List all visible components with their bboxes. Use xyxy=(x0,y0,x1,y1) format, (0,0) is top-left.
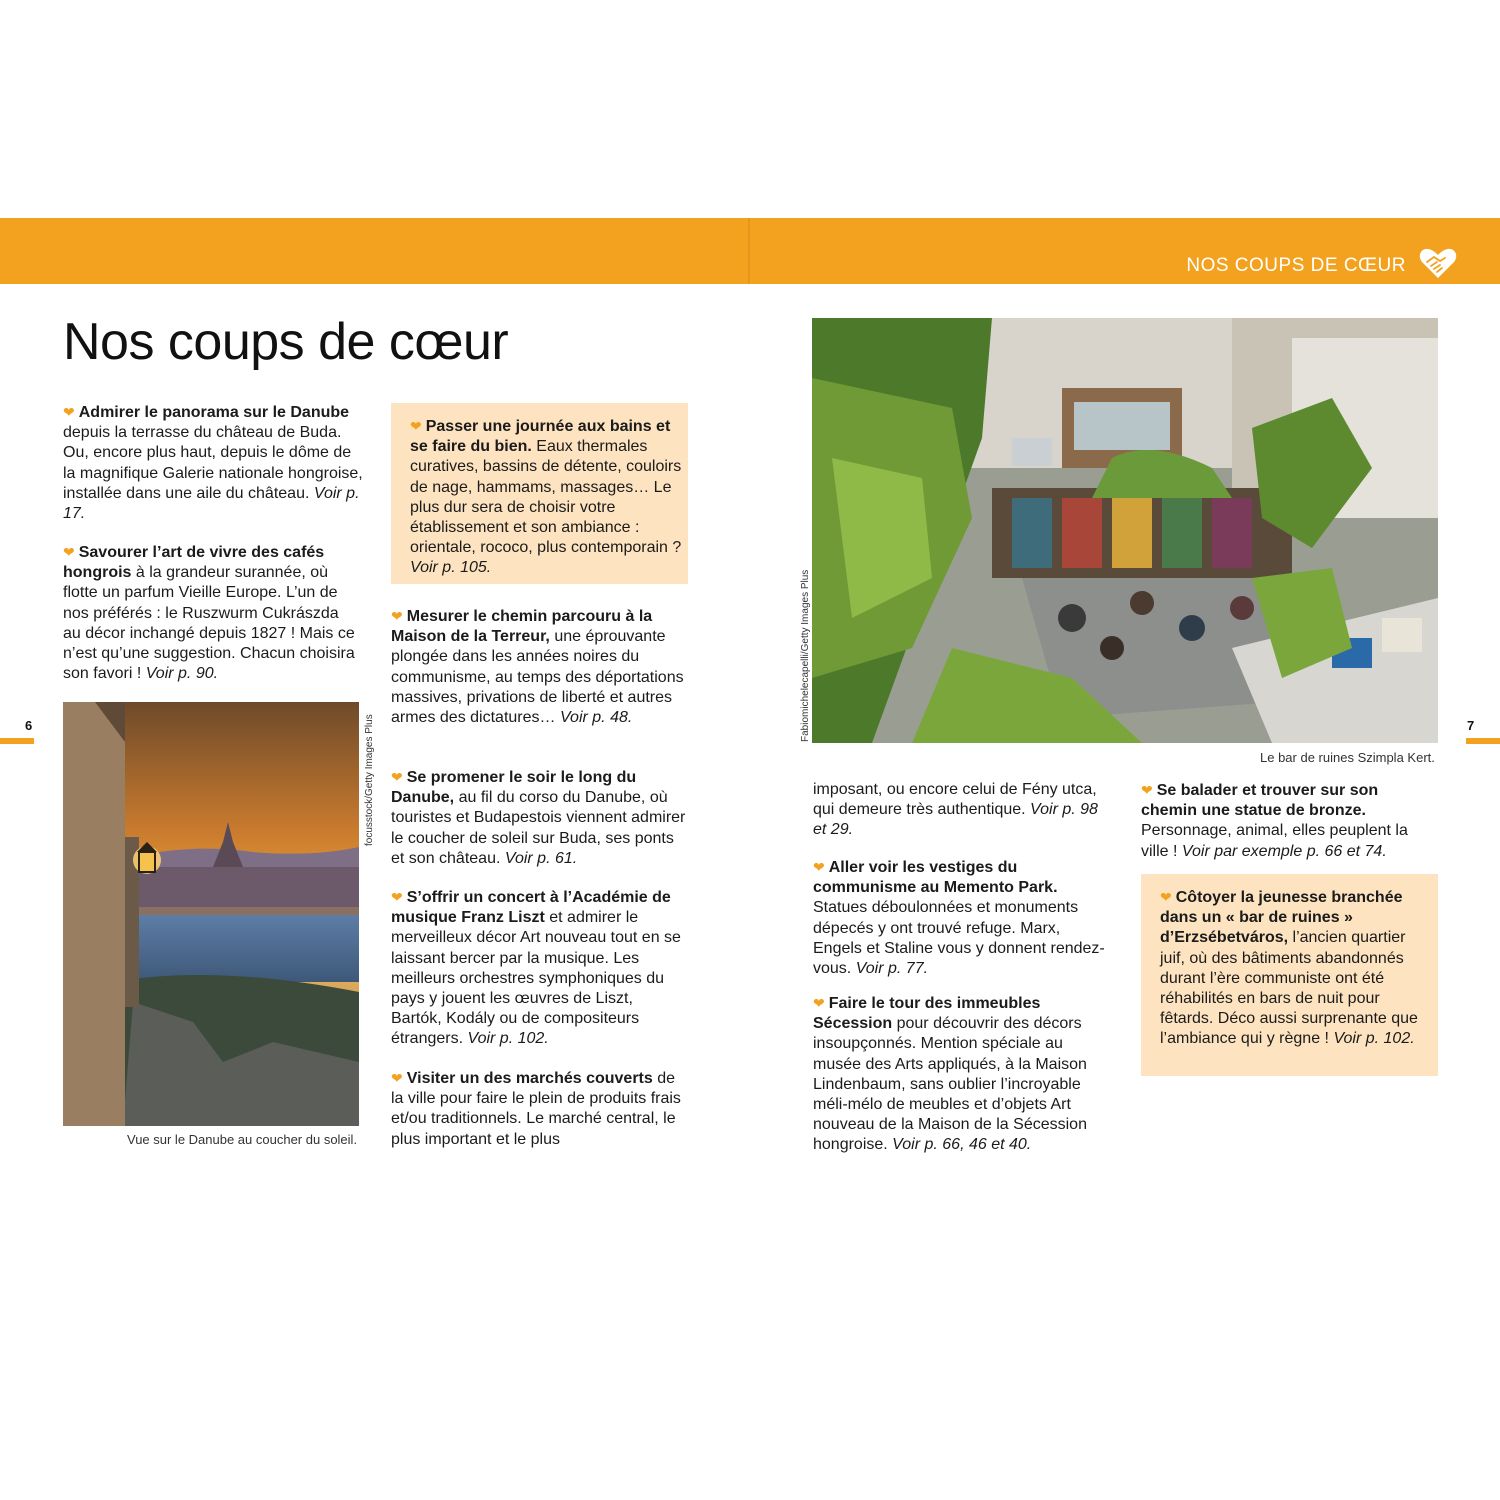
item-secession: ❤ Faire le tour des immeubles Sécession pour découvrir des décors insoupçonnés. Mention spéciale au musée des Arts appliqués, à la Maison Lindenbaum, sans oublier l’incroyable méli-mélo de meubles et d’objets Art nouveau de la Maison de la Sécession hongroise. Voir p. 66, 46 et 40. xyxy=(813,995,1087,1154)
danube-sunset-image xyxy=(63,702,359,1126)
item-bains: ❤ Passer une journée aux bains et se faire du bien. Eaux thermales curatives, bassins de détente, couloirs de nage, hammams, massages… Le plus dur sera de choisir votre établissement et son ambiance : orientale, rococo, plus contemporain ? Voir p. 105. xyxy=(410,418,682,577)
item-marches-continued: imposant, ou encore celui de Fény utca, qui demeure très authentique. Voir p. 98 et 29. xyxy=(813,781,1098,839)
heart-icon: ❤ xyxy=(1141,782,1153,798)
heart-icon: ❤ xyxy=(391,608,403,624)
photo-danube-sunset xyxy=(63,702,359,1126)
caption-szimpla: Le bar de ruines Szimpla Kert. xyxy=(1260,750,1435,765)
item-memento: ❤ Aller voir les vestiges du communisme au Memento Park. Statues déboulonnées et monuments dépecés y ont trouvé refuge. Marx, Engels et Staline vous y donnent rendez-vous. Voir p. 77. xyxy=(813,859,1105,978)
heart-icon: ❤ xyxy=(410,418,422,434)
heart-icon: ❤ xyxy=(63,544,75,560)
page-title: Nos coups de cœur xyxy=(63,313,509,371)
item-marches: ❤ Visiter un des marchés couverts de la ville pour faire le plein de produits frais et/ou traditionnels. Le marché central, le plus important et le plus xyxy=(391,1070,681,1148)
item-promener: ❤ Se promener le soir le long du Danube, au fil du corso du Danube, où touristes et Budapestois viennent admirer le coucher de soleil sur Buda, ses ponts et son château. Voir p. 61. xyxy=(391,769,686,867)
item-ruines: ❤ Côtoyer la jeunesse branchée dans un « bar de ruines » d’Erzsébetváros, l’ancien quartier juif, où des bâtiments abandonnés durant l’ère communiste ont été réhabilités en bars de nuit pour fêtards. Déco aussi surprenante que l’ambiance qui y règne ! Voir p. 102. xyxy=(1160,889,1418,1048)
photo-credit-danube: focusstock/Getty Images Plus xyxy=(364,714,375,846)
section-label: NOS COUPS DE CŒUR xyxy=(1186,255,1406,276)
heart-icon: ❤ xyxy=(813,995,825,1011)
item-statue: ❤ Se balader et trouver sur son chemin une statue de bronze. Personnage, animal, elles peuplent la ville ! Voir par exemple p. 66 et 74. xyxy=(1141,782,1408,860)
item-panorama: ❤ Admirer le panorama sur le Danube depuis la terrasse du château de Buda. Ou, encore plus haut, depuis le dôme de la magnifique Galerie nationale hongroise, installée dans une aile du château. Voir p. 17. xyxy=(63,404,363,523)
photo-credit-szimpla: Fabiomichelecapelli/Getty Images Plus xyxy=(800,569,811,742)
photo-szimpla-kert xyxy=(812,318,1438,743)
heart-icon: ❤ xyxy=(63,404,75,420)
item-terreur: ❤ Mesurer le chemin parcouru à la Maison de la Terreur, une éprouvante plongée dans les années noires du communisme, au temps des déportations massives, privations de liberté et autres armes des dictatures… Voir p. 48. xyxy=(391,608,684,727)
page-number-left: 6 xyxy=(25,718,33,733)
item-concert: ❤ S’offrir un concert à l’Académie de musique Franz Liszt et admirer le merveilleux décor Art nouveau tout en se laissant bercer par la musique. Les meilleurs orchestres symphoniques du pays y jouent les œuvres de Liszt, Bartók, Kodály ou de compositeurs étrangers. Voir p. 102. xyxy=(391,889,681,1048)
page-fold xyxy=(748,218,750,284)
page-tick-right xyxy=(1466,738,1500,744)
page-tick-left xyxy=(0,738,34,744)
item-cafes: ❤ Savourer l’art de vivre des cafés hongrois à la grandeur surannée, où flotte un parfum Vieille Europe. L’un de nos préférés : le Ruszwurm Cukrászda au décor inchangé depuis 1827 ! Mais ce n’est qu’une suggestion. Chacun choisira son favori ! Voir p. 90. xyxy=(63,544,355,683)
page-number-right: 7 xyxy=(1467,718,1475,733)
heart-icon: ❤ xyxy=(391,889,403,905)
heart-icon: ❤ xyxy=(391,1070,403,1086)
heart-icon: ❤ xyxy=(813,859,825,875)
handshake-heart-icon xyxy=(1418,246,1458,280)
caption-danube: Vue sur le Danube au coucher du soleil. xyxy=(127,1132,358,1147)
heart-icon: ❤ xyxy=(1160,889,1172,905)
heart-icon: ❤ xyxy=(391,769,403,785)
szimpla-kert-image xyxy=(812,318,1438,743)
